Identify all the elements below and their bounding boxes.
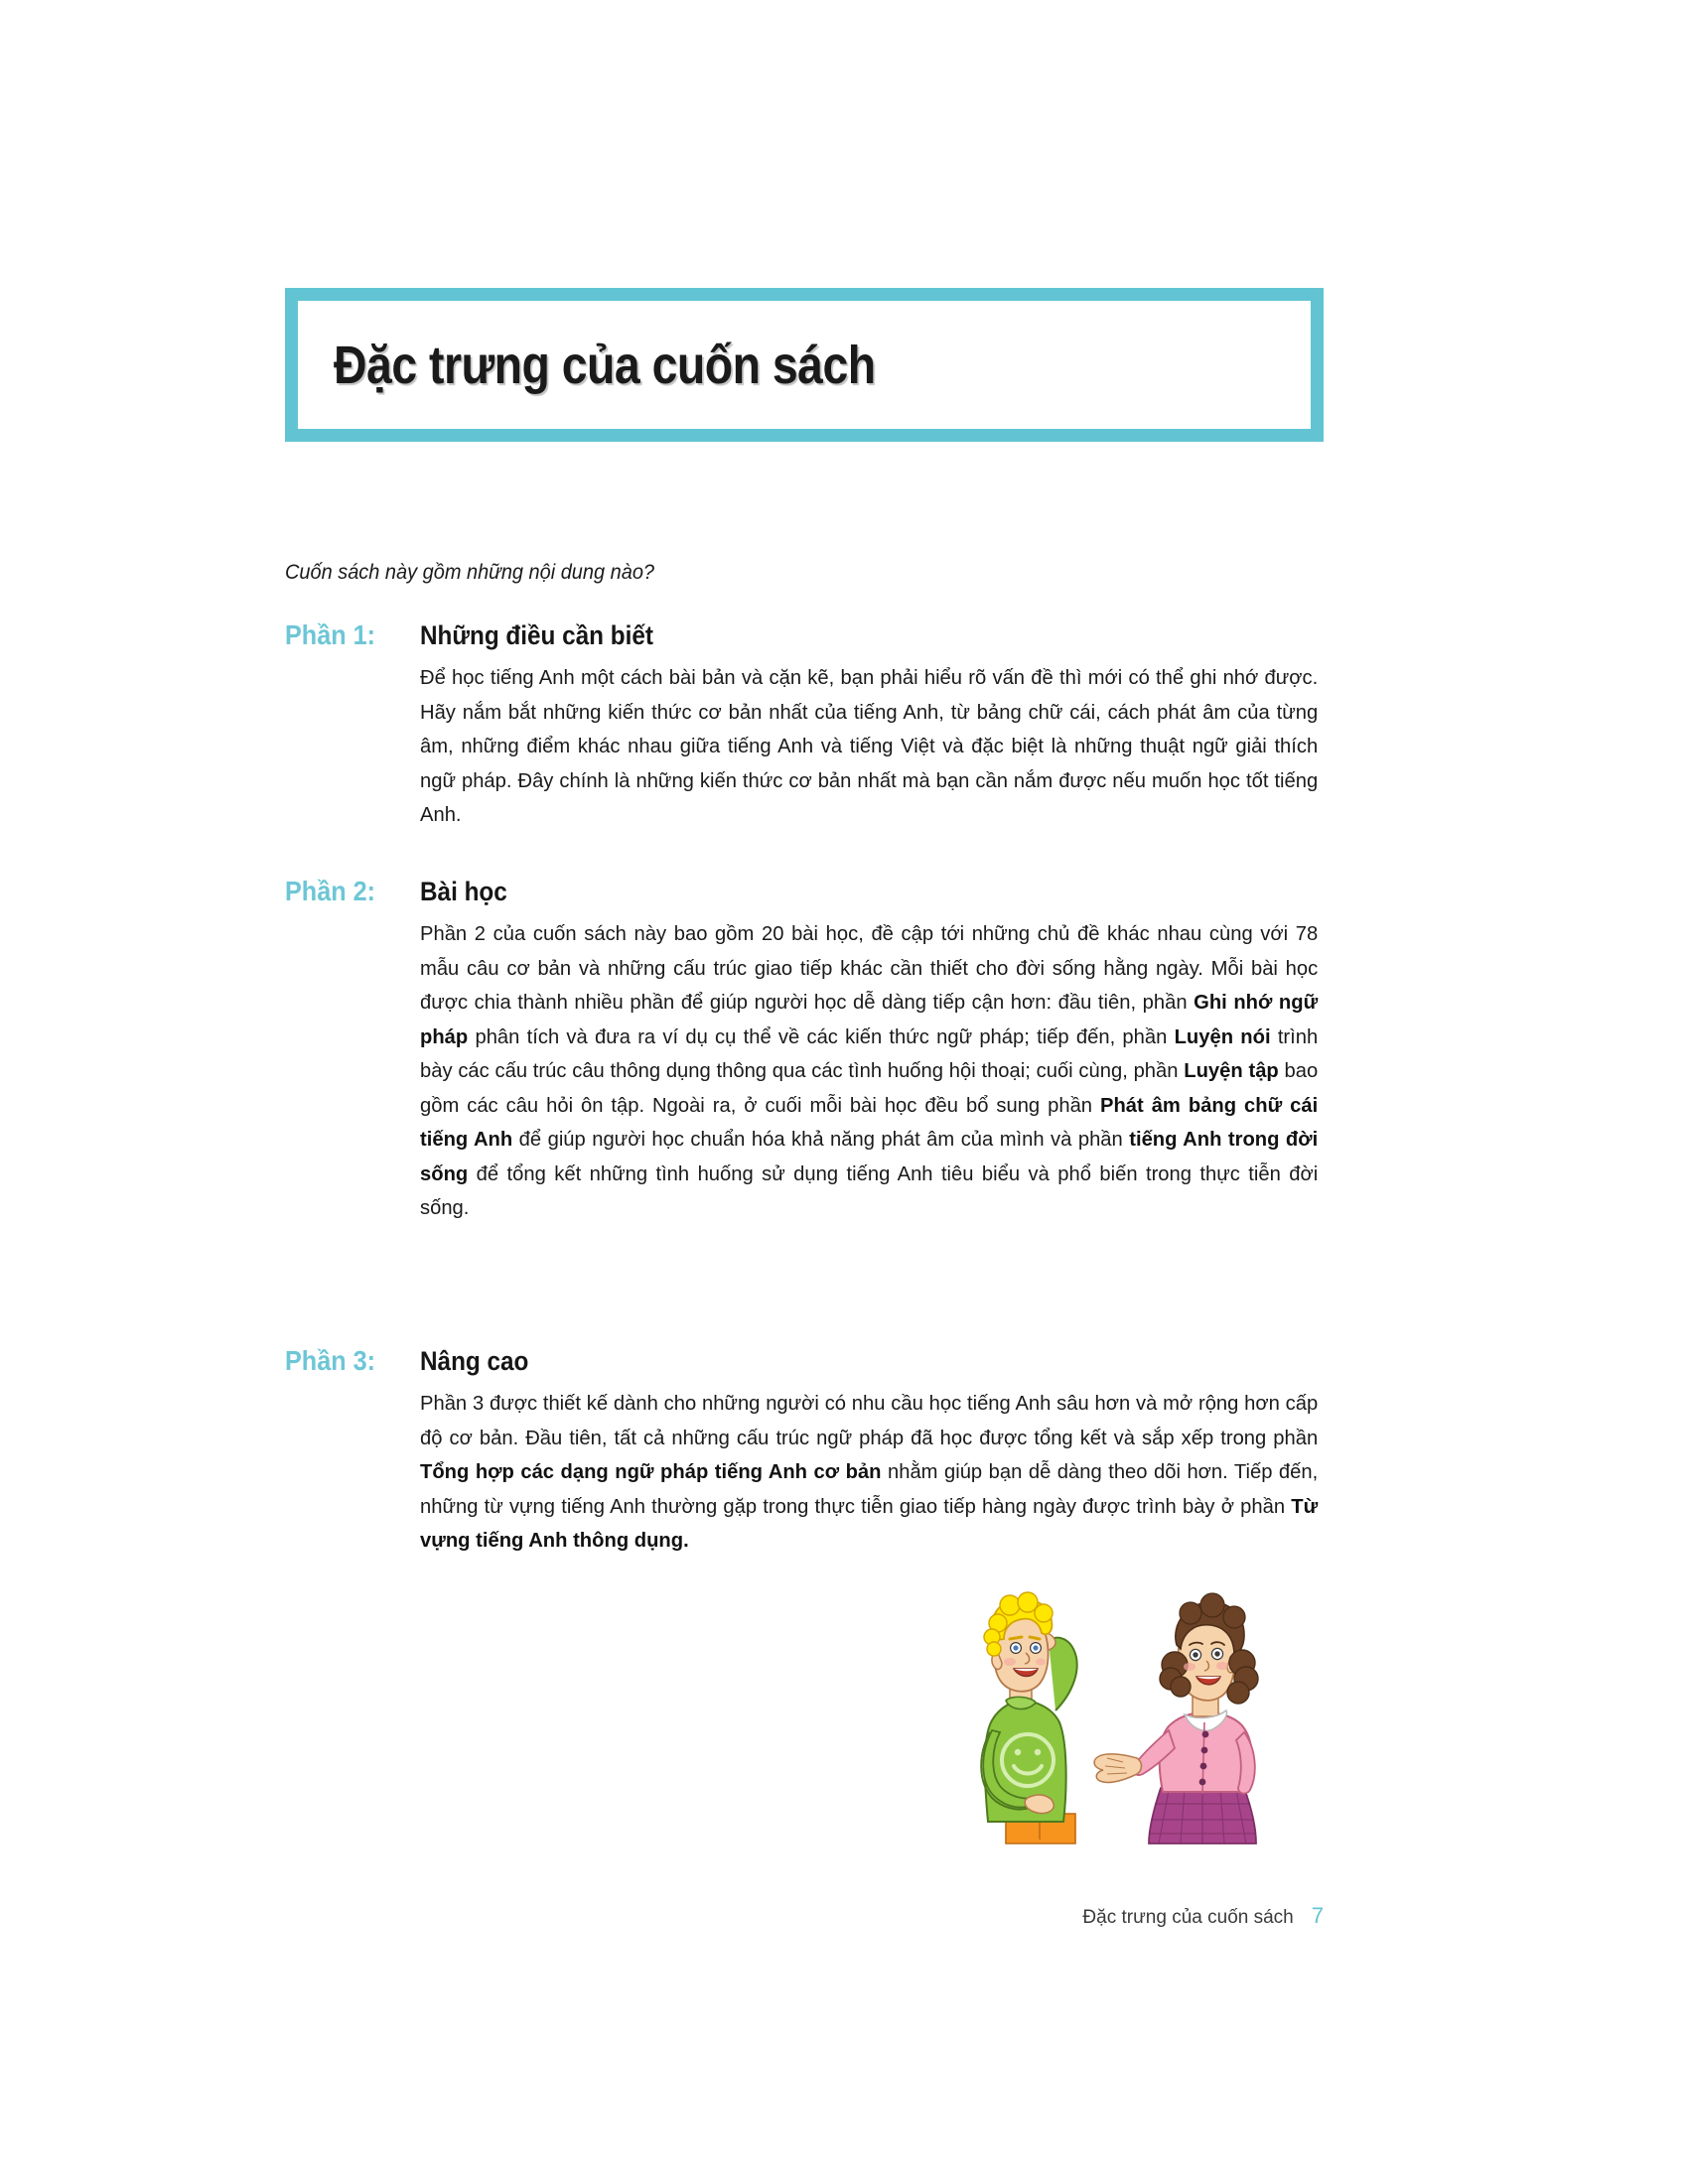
section-1-header	[285, 619, 1337, 651]
section-3-heading: Nâng cao	[420, 1346, 529, 1376]
section-1-heading: Những điều cần biết	[420, 620, 653, 650]
section-2-header	[285, 876, 1337, 907]
boy-figure	[981, 1592, 1076, 1843]
section-phan-2	[285, 876, 1337, 1226]
section-3-header	[285, 1345, 1337, 1377]
page-title-banner	[285, 288, 1324, 442]
footer-title: Đặc trưng của cuốn sách	[1082, 1907, 1294, 1928]
intro-question: Cuốn sách này gồm những nội dung nào?	[285, 561, 655, 584]
section-2-body: Phần 2 của cuốn sách này bao gồm 20 bài học, đề cập tới những chủ đề khác nhau cùng với 78 mẫu câu cơ bản và những cấu trúc giao tiếp khác cần thiết cho đời sống hằng ngày. Mỗi bài học được chia thành nhiều phần để giúp người học dễ dàng tiếp cận hơn: đầu tiên, phần Ghi nhớ ngữ pháp phân tích và đưa ra ví dụ cụ thể về các kiến thức ngữ pháp; tiếp đến, phần Luyện nói trình bày các cấu trúc câu thông dụng thông qua các tình huống hội thoại; cuối cùng, phần Luyện tập bao gồm các câu hỏi ôn tập. Ngoài ra, ở cuối mỗi bài học đều bổ sung phần Phát âm bảng chữ cái tiếng Anh để giúp người học chuẩn hóa khả năng phát âm của mình và phần tiếng Anh trong đời sống để tổng kết những tình huống sử dụng tiếng Anh tiêu biểu và phổ biến trong thực tiễn đời sống.	[420, 922, 1319, 1219]
page-title: Đặc trưng của cuốn sách	[334, 335, 876, 395]
two-students-talking-illustration	[948, 1583, 1306, 1846]
section-phan-3	[285, 1345, 1337, 1559]
page-footer	[1082, 1903, 1324, 1929]
section-3-label: Phần 3:	[285, 1345, 376, 1376]
footer-page-number: 7	[1311, 1903, 1324, 1928]
section-1-label: Phần 1:	[285, 619, 376, 650]
section-2-label: Phần 2:	[285, 876, 376, 906]
section-phan-1	[285, 619, 1337, 833]
section-3-body: Phần 3 được thiết kế dành cho những người có nhu cầu học tiếng Anh sâu hơn và mở rộng hơn cấp độ cơ bản. Đầu tiên, tất cả những cấu trúc ngữ pháp đã học được tổng kết và sắp xếp trong phần Tổng hợp các dạng ngữ pháp tiếng Anh cơ bản nhằm giúp bạn dễ dàng theo dõi hơn. Tiếp đến, những từ vựng tiếng Anh thường gặp trong thực tiễn giao tiếp hàng ngày được trình bày ở phần Từ vựng tiếng Anh thông dụng.	[420, 1392, 1319, 1552]
girl-figure	[1094, 1593, 1258, 1843]
section-1-body: Để học tiếng Anh một cách bài bản và cặn kẽ, bạn phải hiểu rõ vấn đề thì mới có thể ghi nhớ được. Hãy nắm bắt những kiến thức cơ bản nhất của tiếng Anh, từ bảng chữ cái, cách phát âm của từng âm, những điểm khác nhau giữa tiếng Anh và tiếng Việt và đặc biệt là những thuật ngữ giải thích ngữ pháp. Đây chính là những kiến thức cơ bản nhất mà bạn cần nắm được nếu muốn học tốt tiếng Anh.	[420, 666, 1319, 826]
page-title-inner	[298, 301, 1311, 429]
section-2-heading: Bài học	[420, 877, 507, 906]
